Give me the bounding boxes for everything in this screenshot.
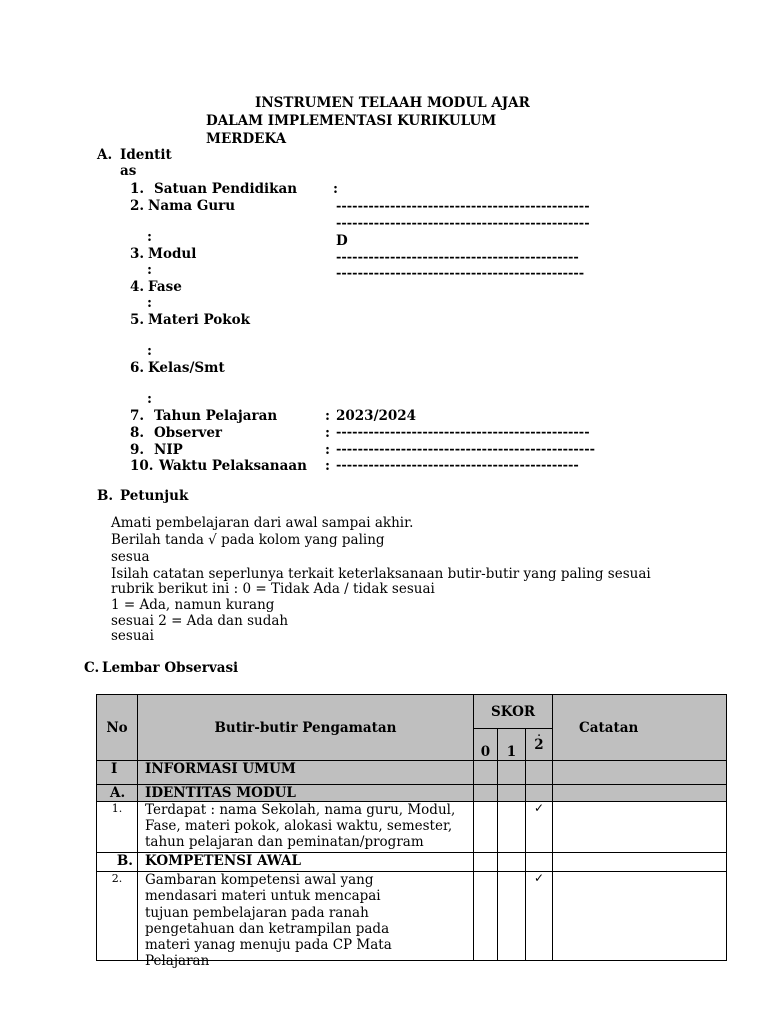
identity-num-9: 9. [130,442,145,458]
identity-num-4: 4. [130,279,145,295]
score-cell[interactable] [498,802,526,853]
header-score-0-label: 0 [480,744,491,760]
row-no [97,785,138,802]
score-cell[interactable] [498,853,526,872]
header-score-2 [526,729,553,761]
table-row [97,853,727,872]
instruction-line-6: 1 = Ada, namun kurang [111,597,275,613]
score-cell[interactable] [526,761,553,785]
score-cell[interactable] [526,802,553,853]
row-text-line: tahun pelajaran dan peminatan/program [145,834,424,850]
row-text-label: KOMPETENSI AWAL [145,853,302,869]
row-text-line: pengetahuan dan ketrampilan pada [145,920,390,937]
doc-title-line2: DALAM IMPLEMENTASI KURIKULUM [206,113,497,129]
identity-num-8: 8. [130,425,145,441]
identity-label-3: Modul [148,246,197,262]
row-text [138,853,474,872]
score-cell[interactable] [498,872,526,961]
identity-colon-1: : [333,181,338,197]
row-text-line: Pelajaran [145,953,210,970]
row-text [138,872,474,970]
section-a-heading-2: as [120,163,137,179]
dash-line-1: ----------------------------------------------- [336,199,590,214]
identity-value-10: --------------------------------------------- [336,458,579,473]
row-no-label: I [111,761,118,777]
identity-num-2: 2. [130,198,145,214]
instruction-line-1: Amati pembelajaran dari awal sampai akhir. [111,515,414,531]
doc-title-line1: INSTRUMEN TELAAH MODUL AJAR [255,95,530,111]
doc-title-line3: MERDEKA [206,131,287,147]
row-text-line: tujuan pembelajaran pada ranah [145,904,369,921]
row-no-label: 1. [111,802,123,815]
header-score-2-label: 2 [534,737,544,753]
row-no [97,802,138,853]
header-score-0 [474,729,498,761]
identity-num-6: 6. [130,360,145,376]
identity-value-7: 2023/2024 [336,408,417,424]
instruction-line-7: sesuai 2 = Ada dan sudah [111,613,289,629]
stray-colon-6: : [147,391,152,407]
row-no [97,872,138,961]
row-text [138,802,474,853]
row-text-label: INFORMASI UMUM [145,761,296,777]
header-catatan-label: Catatan [579,719,639,736]
stray-colon-4: : [147,295,152,311]
row-text-line: Gambaran kompetensi awal yang [145,872,374,888]
score-cell[interactable] [498,761,526,785]
identity-label-2: Nama Guru [148,198,236,214]
identity-label-7: Tahun Pelajaran [154,408,278,424]
score-cell[interactable] [474,853,498,872]
identity-num-10: 10. [130,458,154,474]
instruction-line-5: rubrik berikut ini : 0 = Tidak Ada / tidak sesuai [111,581,435,597]
score-cell[interactable] [474,785,498,802]
notes-cell[interactable] [553,872,727,961]
header-score-1-label: 1 [506,744,517,760]
row-text-line: Terdapat : nama Sekolah, nama guru, Modul, [145,802,456,818]
header-skor-label: SKOR [490,703,536,720]
row-no-label: A. [110,785,126,801]
check-mark-icon: ✓ [533,801,545,815]
header-score-1 [498,729,526,761]
row-no-label: B. [116,853,133,869]
identity-label-10: Waktu Pelaksanaan [159,458,307,474]
identity-num-3: 3. [130,246,145,262]
instruction-line-4: Isilah catatan seperlunya terkait keterlaksanaan butir-butir yang paling sesuai [111,566,651,582]
score-cell[interactable] [526,785,553,802]
identity-label-5: Materi Pokok [148,312,250,328]
section-b-letter: B. [97,488,114,504]
table-row [97,872,727,961]
identity-colon-7: : [325,408,330,424]
identity-label-4: Fase [148,279,182,295]
score-cell[interactable] [498,785,526,802]
score-cell[interactable] [526,853,553,872]
section-a-heading-1: Identit [120,147,172,163]
notes-cell[interactable] [553,785,727,802]
dash-line-3: --------------------------------------------- [336,250,579,265]
identity-value-9: ------------------------------------------------ [336,442,595,457]
identity-label-8: Observer [154,425,223,441]
row-no-label: 2. [111,872,123,885]
row-text [138,785,474,802]
header-skor [474,695,553,729]
dash-line-4: ---------------------------------------------- [336,266,585,281]
dash-line-d: D [336,233,348,249]
identity-label-9: NIP [154,442,183,458]
table-row [97,802,727,853]
section-c-heading: Lembar Observasi [102,660,239,676]
identity-label-6: Kelas/Smt [148,360,225,376]
table-row [97,785,727,802]
identity-num-7: 7. [130,408,145,424]
instruction-line-8: sesuai [111,628,154,644]
dash-line-2: ----------------------------------------------- [336,216,590,231]
section-c-letter: C. [84,660,100,676]
row-no [97,853,138,872]
row-text-line: Fase, materi pokok, alokasi waktu, semester, [145,818,453,834]
score-cell[interactable] [526,872,553,961]
header-score-dot: . [537,729,541,739]
header-no [97,695,138,761]
stray-colon-3: : [147,262,152,278]
header-butir-label: Butir-butir Pengamatan [214,719,397,736]
observation-table [96,694,727,970]
notes-cell[interactable] [553,802,727,853]
identity-value-8: ----------------------------------------------- [336,425,590,440]
header-butir [138,695,474,761]
identity-colon-10: : [325,458,330,474]
identity-num-5: 5. [130,312,145,328]
identity-colon-8: : [325,425,330,441]
identity-label-1: Satuan Pendidikan [154,181,298,197]
identity-colon-9: : [325,442,330,458]
stray-colon-5: : [147,343,152,359]
header-catatan [553,695,727,761]
score-cell[interactable] [474,872,498,961]
score-cell[interactable] [474,802,498,853]
header-no-label: No [106,719,128,736]
row-text-line: materi yanag menuju pada CP Mata [145,937,392,954]
row-text-line: mendasari materi untuk mencapai [145,888,381,905]
row-text-label: IDENTITAS MODUL [145,785,296,801]
row-no [97,761,138,785]
table-row [97,761,727,785]
stray-colon-2: : [147,229,152,245]
notes-cell[interactable] [553,853,727,872]
notes-cell[interactable] [553,761,727,785]
instruction-line-2: Berilah tanda √ pada kolom yang paling [111,532,385,548]
row-text [138,761,474,785]
section-a-letter: A. [97,147,113,163]
score-cell[interactable] [474,761,498,785]
instruction-line-3: sesua [111,549,150,565]
check-mark-icon: ✓ [533,871,545,885]
identity-num-1: 1. [130,181,145,197]
section-b-heading: Petunjuk [120,488,189,504]
